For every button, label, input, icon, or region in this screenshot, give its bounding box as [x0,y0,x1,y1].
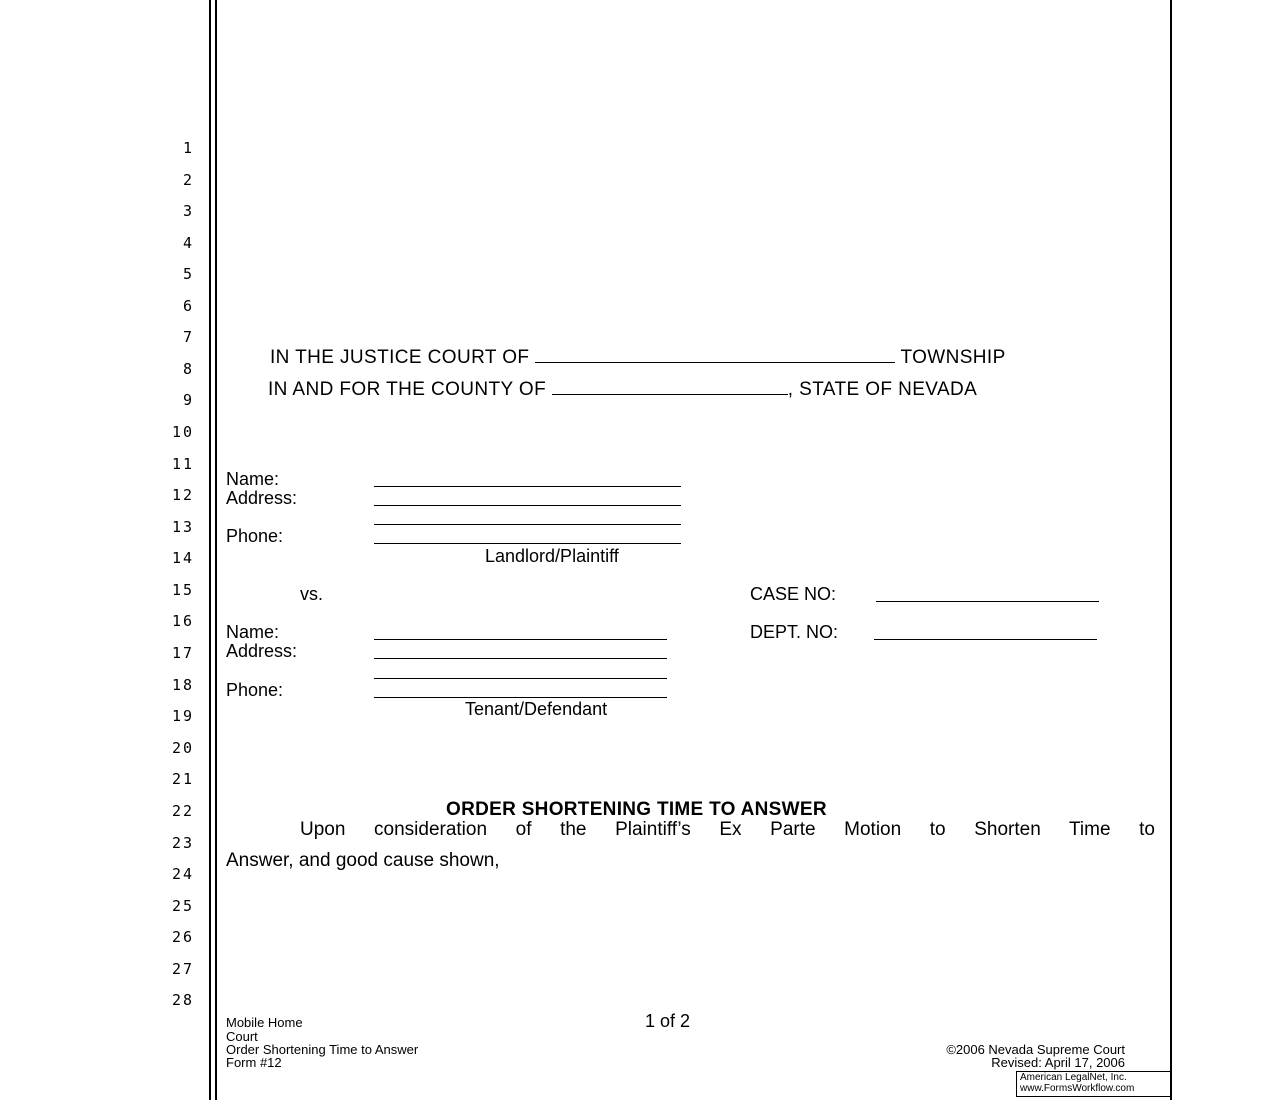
case-no-field[interactable] [876,601,1099,602]
stamp-company: American LegalNet, Inc. [1020,1072,1127,1083]
line-number: 19 [171,707,194,725]
court-caption-line1 [270,346,1006,369]
line-number: 10 [171,423,194,441]
line-number: 24 [171,865,194,883]
line-number: 7 [182,328,194,346]
case-no-label: CASE NO: [750,584,837,604]
line-number: 20 [171,739,194,757]
line-number: 4 [182,234,194,252]
line-number: 13 [171,518,194,536]
stamp-website: www.FormsWorkflow.com [1020,1083,1135,1094]
plaintiff-name-label: Name: [226,469,280,489]
line-number: 6 [182,297,194,315]
court-label: IN THE JUSTICE COURT OF [270,347,530,368]
line-number: 9 [182,391,194,409]
defendant-address-field-2[interactable] [374,678,667,679]
defendant-name-field[interactable] [374,639,667,640]
township-field[interactable] [535,346,895,363]
order-body-line1: Upon consideration of the Plaintiff’s Ex Parte Motion to Shorten Time to [300,819,1155,840]
plaintiff-name-field[interactable] [374,486,681,487]
plaintiff-address-field-2[interactable] [374,524,681,525]
line-number: 23 [171,834,194,852]
footer-form-line4: Form #12 [226,1055,282,1070]
line-number: 2 [182,171,194,189]
county-label: IN AND FOR THE COUNTY OF [268,379,547,400]
footer-form-line3: Order Shortening Time to Answer [226,1042,419,1057]
defendant-address-label: Address: [226,641,298,661]
plaintiff-role-label: Landlord/Plaintiff [485,546,619,566]
defendant-phone-label: Phone: [226,680,284,700]
line-number: 27 [171,960,194,978]
dept-no-field[interactable] [874,639,1097,640]
line-number: 25 [171,897,194,915]
plaintiff-phone-field[interactable] [374,543,681,544]
left-margin-rule-outer [209,0,211,1100]
line-number: 22 [171,802,194,820]
line-number: 12 [171,486,194,504]
line-number: 16 [171,612,194,630]
line-number: 1 [182,139,194,157]
line-number: 15 [171,581,194,599]
defendant-name-label: Name: [226,622,280,642]
court-caption-line2 [268,378,977,401]
footer-copyright: ©2006 Nevada Supreme Court [946,1042,1125,1057]
footer-form-line1: Mobile Home [226,1015,303,1030]
page-number: 1 of 2 [645,1011,691,1031]
footer-form-line2: Court [226,1029,258,1044]
line-number: 26 [171,928,194,946]
plaintiff-address-label: Address: [226,488,298,508]
line-number: 8 [182,360,194,378]
line-number: 5 [182,265,194,283]
line-number: 28 [171,991,194,1009]
line-number: 18 [171,676,194,694]
line-number: 3 [182,202,194,220]
line-number: 11 [171,455,194,473]
footer-revised: Revised: April 17, 2006 [991,1055,1125,1070]
defendant-role-label: Tenant/Defendant [465,699,608,719]
right-margin-rule [1170,0,1172,1100]
dept-no-label: DEPT. NO: [750,622,839,642]
state-label: , STATE OF NEVADA [787,379,978,400]
order-body-line2: Answer, and good cause shown, [226,850,500,871]
left-margin-rule-inner [215,0,217,1100]
county-field[interactable] [552,378,788,395]
line-number: 14 [171,549,194,567]
line-number: 17 [171,644,194,662]
plaintiff-address-field-1[interactable] [374,505,681,506]
defendant-phone-field[interactable] [374,697,667,698]
versus-label: vs. [300,584,324,604]
order-title: ORDER SHORTENING TIME TO ANSWER [446,799,827,820]
plaintiff-phone-label: Phone: [226,526,284,546]
township-label: TOWNSHIP [900,347,1006,368]
line-number: 21 [171,770,194,788]
defendant-address-field-1[interactable] [374,658,667,659]
publisher-stamp [1016,1071,1171,1097]
